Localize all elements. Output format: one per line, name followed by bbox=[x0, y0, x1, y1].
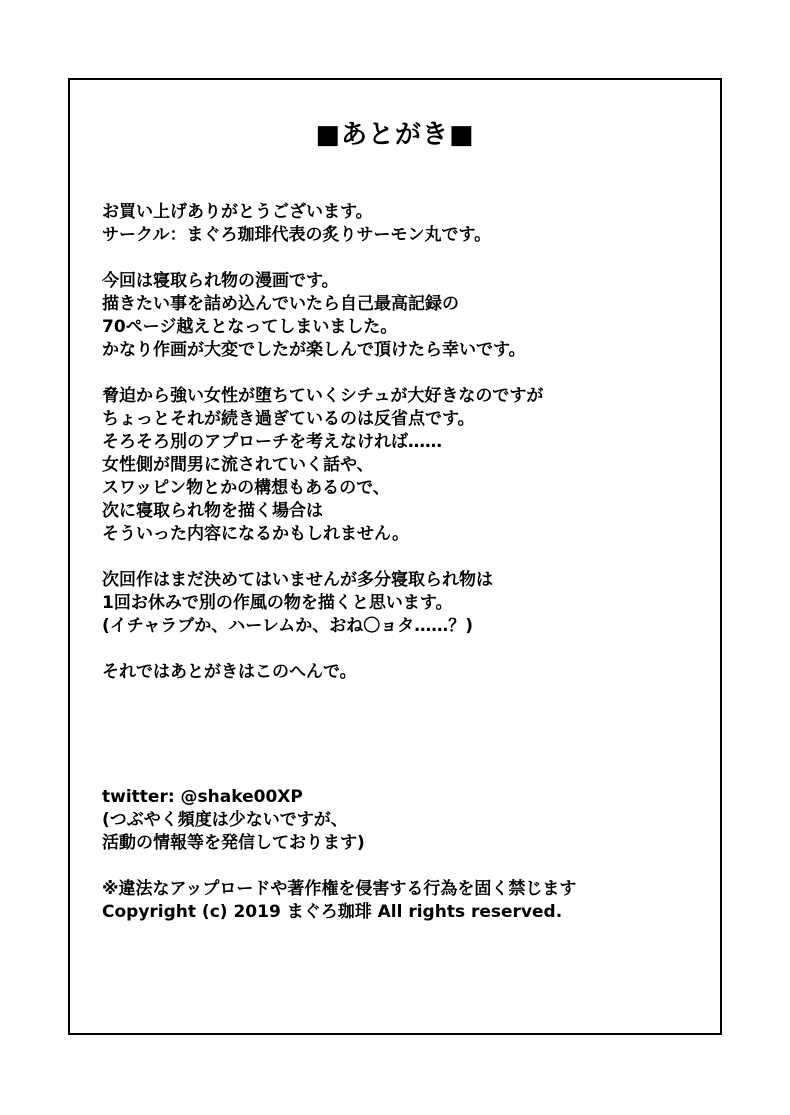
text-line: (イチャラブか、ハーレムか、おね〇ョタ……？) bbox=[102, 616, 474, 636]
paragraph-reflection bbox=[102, 385, 712, 546]
text-line: そろそろ別のアプローチを考えなければ…… bbox=[102, 432, 442, 452]
text-line: そういった内容になるかもしれません。 bbox=[102, 524, 410, 544]
paragraph-greeting bbox=[102, 201, 712, 247]
paragraph-about-work bbox=[102, 270, 712, 362]
afterword-body bbox=[102, 201, 712, 707]
text-line: 脅迫から強い女性が堕ちていくシチュが大好きなのですが bbox=[102, 386, 544, 406]
text-line: 描きたい事を詰め込んでいたら自己最高記録の bbox=[102, 294, 459, 314]
paragraph-closing bbox=[102, 661, 712, 684]
page-title: ■あとがき■ bbox=[315, 120, 475, 150]
text-line: 女性側が間男に流されていく話や、 bbox=[102, 455, 374, 475]
text-line: 1回お休みで別の作風の物を描くと思います。 bbox=[102, 593, 453, 613]
copyright-notice: Copyright (c) 2019 まぐろ珈琲 All rights reserved. bbox=[102, 902, 563, 922]
text-line: 次回作はまだ決めてはいませんが多分寝取られ物は bbox=[102, 570, 493, 590]
twitter-note: (つぶやく頻度は少ないですが、 bbox=[102, 810, 348, 830]
copyright-warning: ※違法なアップロードや著作権を侵害する行為を固く禁じます bbox=[102, 879, 577, 899]
text-line: 今回は寝取られ物の漫画です。 bbox=[102, 271, 339, 291]
spacer bbox=[102, 855, 712, 878]
twitter-note: 活動の情報等を発信しております) bbox=[102, 833, 365, 853]
footer-info bbox=[102, 786, 712, 924]
text-line: かなり作画が大変でしたが楽しんで頂けたら幸いです。 bbox=[102, 340, 526, 360]
text-line: スワッピン物とかの構想もあるので、 bbox=[102, 478, 390, 498]
text-line: お買い上げありがとうございます。 bbox=[102, 202, 373, 222]
paragraph-next-work bbox=[102, 569, 712, 638]
text-line: それではあとがきはこのへんで。 bbox=[102, 662, 357, 682]
text-line: サークル：まぐろ珈琲代表の炙りサーモン丸です。 bbox=[102, 225, 492, 245]
twitter-handle: twitter: @shake00XP bbox=[102, 787, 303, 807]
text-line: 次に寝取られ物を描く場合は bbox=[102, 501, 323, 521]
text-line: 70ページ越えとなってしまいました。 bbox=[102, 317, 398, 337]
text-line: ちょっとそれが続き過ぎているのは反省点です。 bbox=[102, 409, 475, 429]
